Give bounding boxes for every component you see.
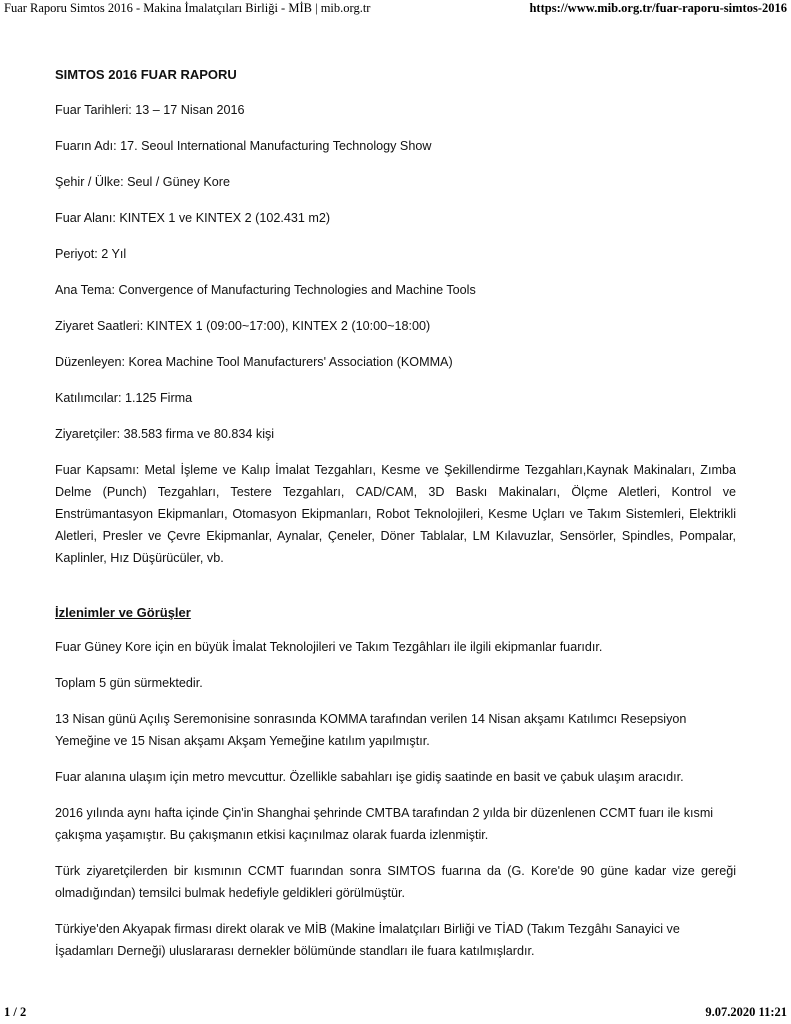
fact-period: Periyot: 2 Yıl	[55, 247, 127, 261]
paragraph: Toplam 5 gün sürmektedir.	[55, 676, 203, 690]
paragraph: 13 Nisan günü Açılış Seremonisine sonrasında KOMMA tarafından verilen 14 Nisan akşamı Katılımcı Resepsiyon Yemeğine ve 15 Nisan akşamı Akşam Yemeğine katılım yapılmıştır.	[55, 712, 687, 748]
paragraph: 2016 yılında aynı hafta içinde Çin'in Shanghai şehrinde CMTBA tarafından 2 yılda bir düzenlenen CCMT fuarı ile kısmi çakışma yaşamıştır. Bu çakışmanın etkisi kaçınılmaz olarak fuarda izlenmiştir.	[55, 806, 714, 842]
print-header	[0, 1, 791, 16]
fact-venue: Fuar Alanı: KINTEX 1 ve KINTEX 2 (102.431 m2)	[55, 211, 331, 225]
page-number: 1 / 2	[4, 1005, 27, 1019]
paragraph: Fuar alanına ulaşım için metro mevcuttur. Özellikle sabahları işe gidiş saatinde en basit ve çabuk ulaşım aracıdır.	[55, 770, 684, 784]
section-heading: İzlenimler ve Görüşler	[55, 605, 191, 620]
fact-participants: Katılımcılar: 1.125 Firma	[55, 391, 193, 405]
document-title: SIMTOS 2016 FUAR RAPORU	[55, 67, 237, 82]
paragraph: Fuar Güney Kore için en büyük İmalat Teknolojileri ve Takım Tezgâhları ile ilgili ekipmanlar fuarıdır.	[55, 640, 603, 654]
paragraph: Türkiye'den Akyapak firması direkt olarak ve MİB (Makine İmalatçıları Birliği ve TİAD (Takım Tezgâhı Sanayici ve İşadamları Derneği) uluslararası dernekler bölümünde standları ile fuara katılmışlardır.	[55, 922, 680, 958]
fact-name: Fuarın Adı: 17. Seoul International Manufacturing Technology Show	[55, 139, 432, 153]
fact-visit-hours: Ziyaret Saatleri: KINTEX 1 (09:00~17:00), KINTEX 2 (10:00~18:00)	[55, 319, 431, 333]
page-url[interactable]: https://www.mib.org.tr/fuar-raporu-simtos-2016	[529, 1, 787, 15]
fact-dates: Fuar Tarihleri: 13 – 17 Nisan 2016	[55, 103, 245, 117]
fact-visitors: Ziyaretçiler: 38.583 firma ve 80.834 kişi	[55, 427, 275, 441]
print-datetime: 9.07.2020 11:21	[705, 1005, 787, 1019]
document-body	[55, 64, 736, 976]
fact-city-country: Şehir / Ülke: Seul / Güney Kore	[55, 175, 230, 189]
page-title-header: Fuar Raporu Simtos 2016 - Makina İmalatçıları Birliği - MİB | mib.org.tr	[4, 1, 371, 15]
fact-theme: Ana Tema: Convergence of Manufacturing Technologies and Machine Tools	[55, 283, 476, 297]
fair-scope: Fuar Kapsamı: Metal İşleme ve Kalıp İmalat Tezgahları, Kesme ve Şekillendirme Tezgahları,Kaynak Makinaları, Zımba Delme (Punch) Tezgahları, Testere Tezgahları, CAD/CAM, 3D Baskı Makinaları, Ölçme Aletleri, Kontrol ve Enstrümantasyon Ekipmanları, Otomasyon Ekipmanları, Robot Teknolojileri, Kesme Uçları ve Takım Sistemleri, Elektrikli Aletleri, Presler ve Çevre Ekipmanlar, Aynalar, Çeneler, Döner Tablalar, LM Kılavuzlar, Sensörler, Spindles, Pompalar, Kaplinler, Hız Düşürücüler, vb.	[55, 463, 736, 565]
fact-organizer: Düzenleyen: Korea Machine Tool Manufacturers' Association (KOMMA)	[55, 355, 453, 369]
print-footer	[0, 1005, 791, 1020]
paragraph: Türk ziyaretçilerden bir kısmının CCMT fuarından sonra SIMTOS fuarına da (G. Kore'de 90 güne kadar vize gereği olmadığından) temsilci bulmak hedefiyle geldikleri görülmüştür.	[55, 864, 736, 900]
